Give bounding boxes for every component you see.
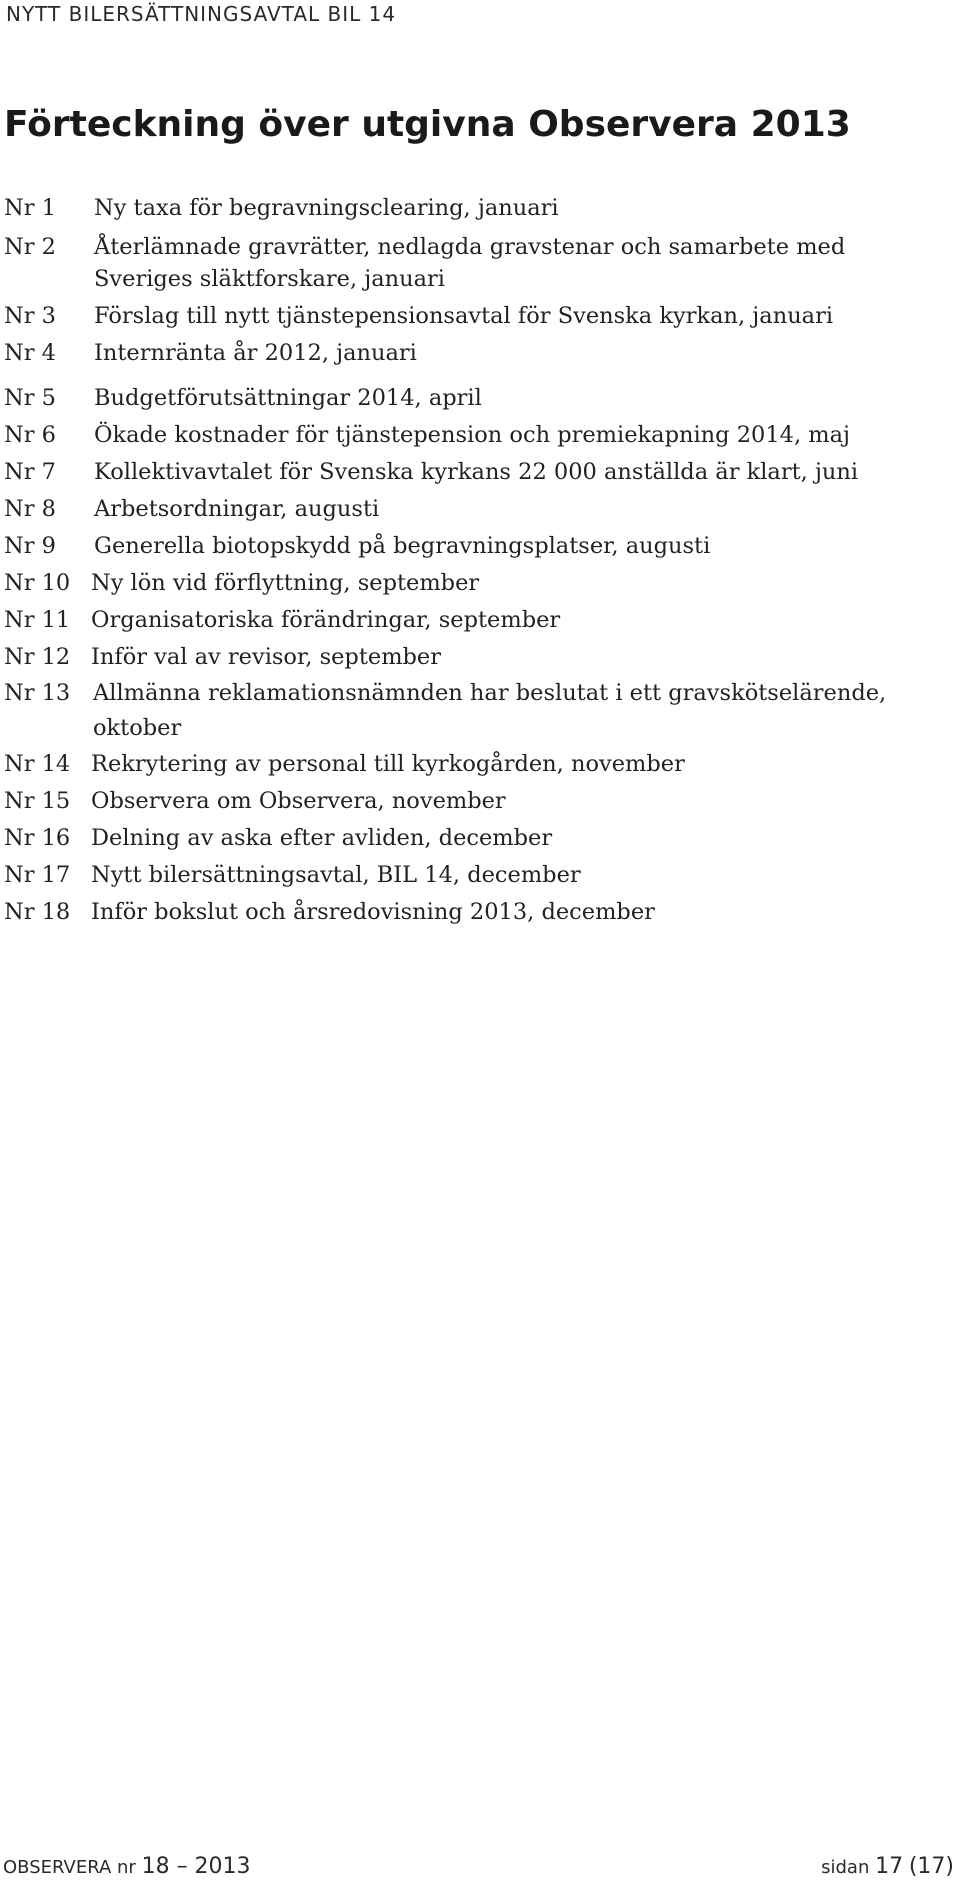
page-title: Förteckning över utgivna Observera 2013 — [4, 104, 851, 145]
item-text: Delning av aska efter avliden, december — [91, 825, 553, 851]
list-item — [4, 639, 944, 676]
item-number: Nr 7 — [4, 459, 56, 485]
footer-page-info — [821, 1854, 954, 1879]
item-number: Nr 12 — [4, 644, 71, 670]
item-text: Återlämnade gravrätter, nedlagda gravstenar och samarbete med Sveriges släktforskare, januari — [94, 234, 846, 292]
list-item — [4, 820, 944, 857]
item-text: Förslag till nytt tjänstepensionsavtal för Svenska kyrkan, januari — [94, 303, 834, 329]
running-header: NYTT BILERSÄTTNINGSAVTAL BIL 14 — [6, 2, 397, 26]
item-text: Inför bokslut och årsredovisning 2013, december — [91, 899, 655, 925]
list-item — [4, 454, 944, 491]
list-item — [4, 857, 944, 894]
footer-publication — [3, 1854, 251, 1879]
publication-name: OBSERVERA nr — [3, 1857, 136, 1878]
item-number: Nr 14 — [4, 751, 71, 777]
item-number: Nr 9 — [4, 533, 56, 559]
item-text: Ny taxa för begravningsclearing, januari — [94, 195, 559, 221]
item-number: Nr 16 — [4, 825, 71, 851]
total-pages: (17) — [908, 1854, 954, 1879]
item-number: Nr 10 — [4, 570, 71, 596]
item-number: Nr 13 — [4, 680, 71, 706]
list-item — [4, 894, 944, 931]
list-item — [4, 491, 944, 528]
list-item — [4, 380, 944, 417]
item-text: Rekrytering av personal till kyrkogården, november — [91, 751, 685, 777]
issue-number: 18 – 2013 — [141, 1854, 251, 1879]
item-number: Nr 8 — [4, 496, 56, 522]
list-item — [4, 335, 944, 372]
item-number: Nr 17 — [4, 862, 71, 888]
item-text: Ökade kostnader för tjänstepension och premiekapning 2014, maj — [94, 422, 851, 448]
item-number: Nr 11 — [4, 607, 71, 633]
list-item — [4, 528, 944, 565]
item-text: Organisatoriska förändringar, september — [91, 607, 561, 633]
item-text: Inför val av revisor, september — [91, 644, 442, 670]
item-number: Nr 5 — [4, 385, 56, 411]
item-number: Nr 2 — [4, 234, 56, 260]
list-item — [4, 676, 944, 746]
item-number: Nr 15 — [4, 788, 71, 814]
page-label: sidan — [821, 1857, 870, 1878]
list-item — [4, 783, 944, 820]
list-item — [4, 190, 944, 227]
item-text: Observera om Observera, november — [91, 788, 506, 814]
item-text: Ny lön vid förflyttning, september — [91, 570, 480, 596]
item-text: Kollektivavtalet för Svenska kyrkans 22 000 anställda är klart, juni — [94, 459, 859, 485]
item-number: Nr 1 — [4, 195, 56, 221]
list-item — [4, 602, 944, 639]
item-number: Nr 4 — [4, 340, 56, 366]
item-text: Nytt bilersättningsavtal, BIL 14, december — [91, 862, 581, 888]
list-item — [4, 565, 944, 602]
item-text: Budgetförutsättningar 2014, april — [94, 385, 482, 411]
item-text: Allmänna reklamationsnämnden har beslutat i ett gravskötselärende, oktober — [93, 680, 887, 741]
item-text: Arbetsordningar, augusti — [94, 496, 380, 522]
list-item — [4, 231, 944, 295]
page-number: 17 — [875, 1854, 904, 1879]
publication-list — [4, 190, 944, 931]
list-item — [4, 417, 944, 454]
item-number: Nr 6 — [4, 422, 56, 448]
list-item — [4, 746, 944, 783]
list-item — [4, 298, 944, 335]
item-number: Nr 18 — [4, 899, 71, 925]
item-text: Internränta år 2012, januari — [94, 340, 417, 366]
item-text: Generella biotopskydd på begravningsplatser, augusti — [94, 533, 711, 559]
item-number: Nr 3 — [4, 303, 56, 329]
